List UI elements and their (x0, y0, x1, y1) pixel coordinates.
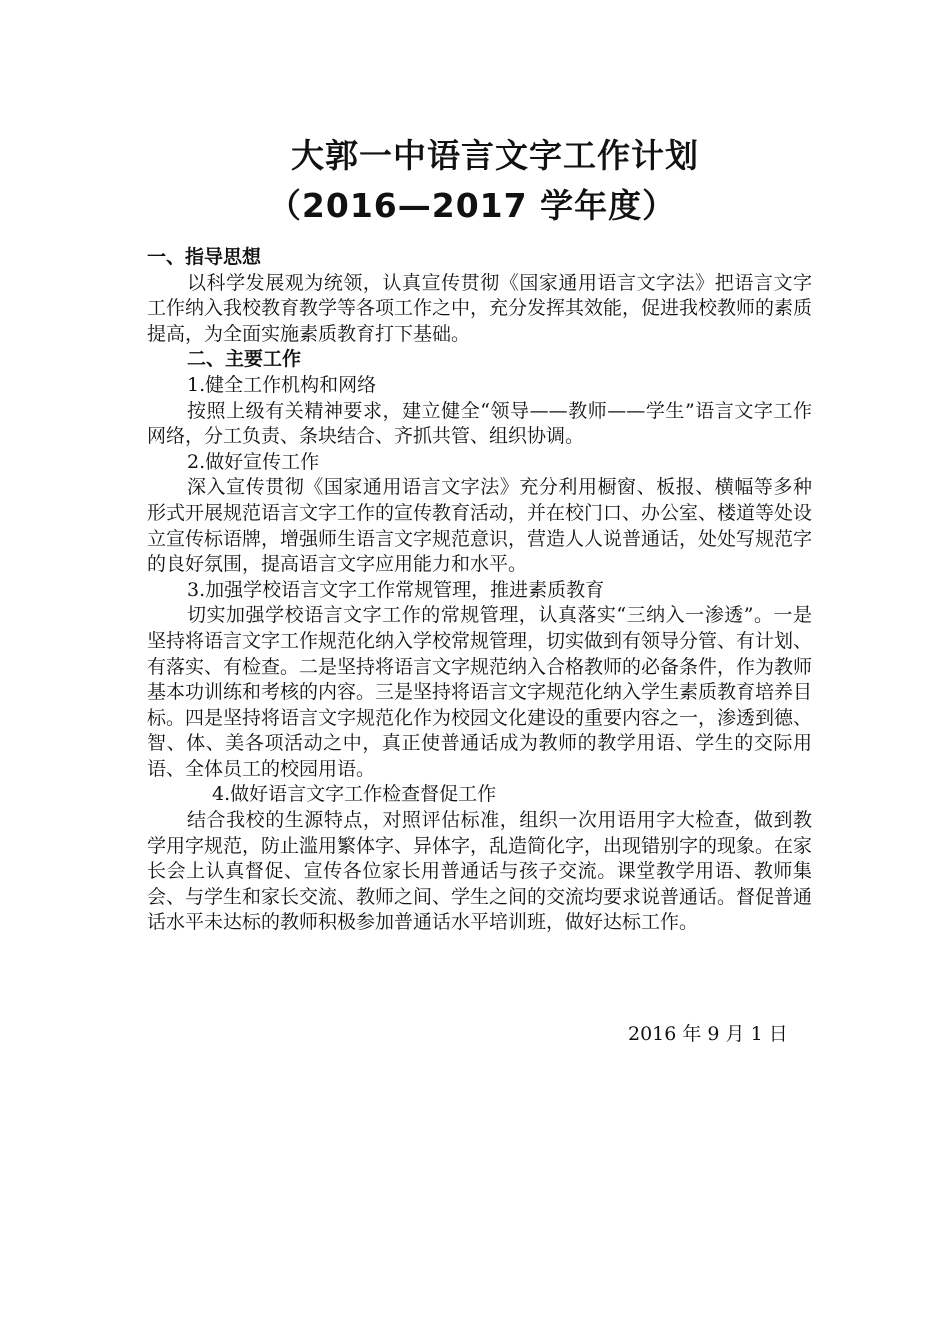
section-heading-guiding-ideology: 一、指导思想 (147, 246, 262, 268)
document-title: 大郭一中语言文字工作计划 (291, 136, 699, 175)
paragraph-guiding-ideology: 以科学发展观为统领，认真宣传贯彻《国家通用语言文字法》把语言文字工作纳入我校教育教学等各项工作之中，充分发挥其效能，促进我校教师的素质提高，为全面实施素质教育打下基础。 (147, 271, 813, 345)
item-title-2: 2.做好宣传工作 (187, 450, 320, 473)
item-text-2: 深入宣传贯彻《国家通用语言文字法》充分利用橱窗、板报、横幅等多种形式开展规范语言文字工作的宣传教育活动，并在校门口、办公室、楼道等处设立宣传标语牌，增强师生语言文字规范意识，营造人人说普通话，处处写规范字的良好氛围，提高语言文字应用能力和水平。 (147, 476, 813, 576)
item-title-4: 4.做好语言文字工作检查督促工作 (212, 783, 497, 806)
item-text-1: 按照上级有关精神要求，建立健全“领导——教师——学生”语言文字工作网络，分工负责、条块结合、齐抓共管、组织协调。 (147, 399, 812, 448)
item-text-3: 切实加强学校语言文字工作的常规管理，认真落实“三纳入一渗透”。一是坚持将语言文字工作规范化纳入学校常规管理，切实做到有领导分管、有计划、有落实、有检查。二是坚持将语言文字规范纳入合格教师的必备条件，作为教师基本功训练和考核的内容。三是坚持将语言文字规范化纳入学生素质教育培养目标。四是坚持将语言文字规范化作为校园文化建设的重要内容之一，渗透到德、智、体、美各项活动之中，真正使普通话成为教师的教学用语、学生的交际用语、全体员工的校园用语。 (147, 604, 813, 780)
document-subtitle: （2016—2017 学年度） (267, 186, 677, 225)
document-date: 2016 年 9 月 1 日 (628, 1023, 788, 1045)
item-title-1: 1.健全工作机构和网络 (187, 373, 377, 396)
document-body (147, 245, 812, 936)
item-text-4: 结合我校的生源特点，对照评估标准，组织一次用语用字大检查，做到教学用字规范，防止滥用繁体字、异体字，乱造简化字，出现错别字的现象。在家长会上认真督促、宣传各位家长用普通话与孩子交流。课堂教学用语、教师集会、与学生和家长交流、教师之间、学生之间的交流均要求说普通话。督促普通话水平未达标的教师积极参加普通话水平培训班，做好达标工作。 (147, 809, 813, 934)
section-heading-main-work: 二、主要工作 (187, 348, 302, 371)
item-title-3: 3.加强学校语言文字工作常规管理，推进素质教育 (187, 578, 605, 601)
